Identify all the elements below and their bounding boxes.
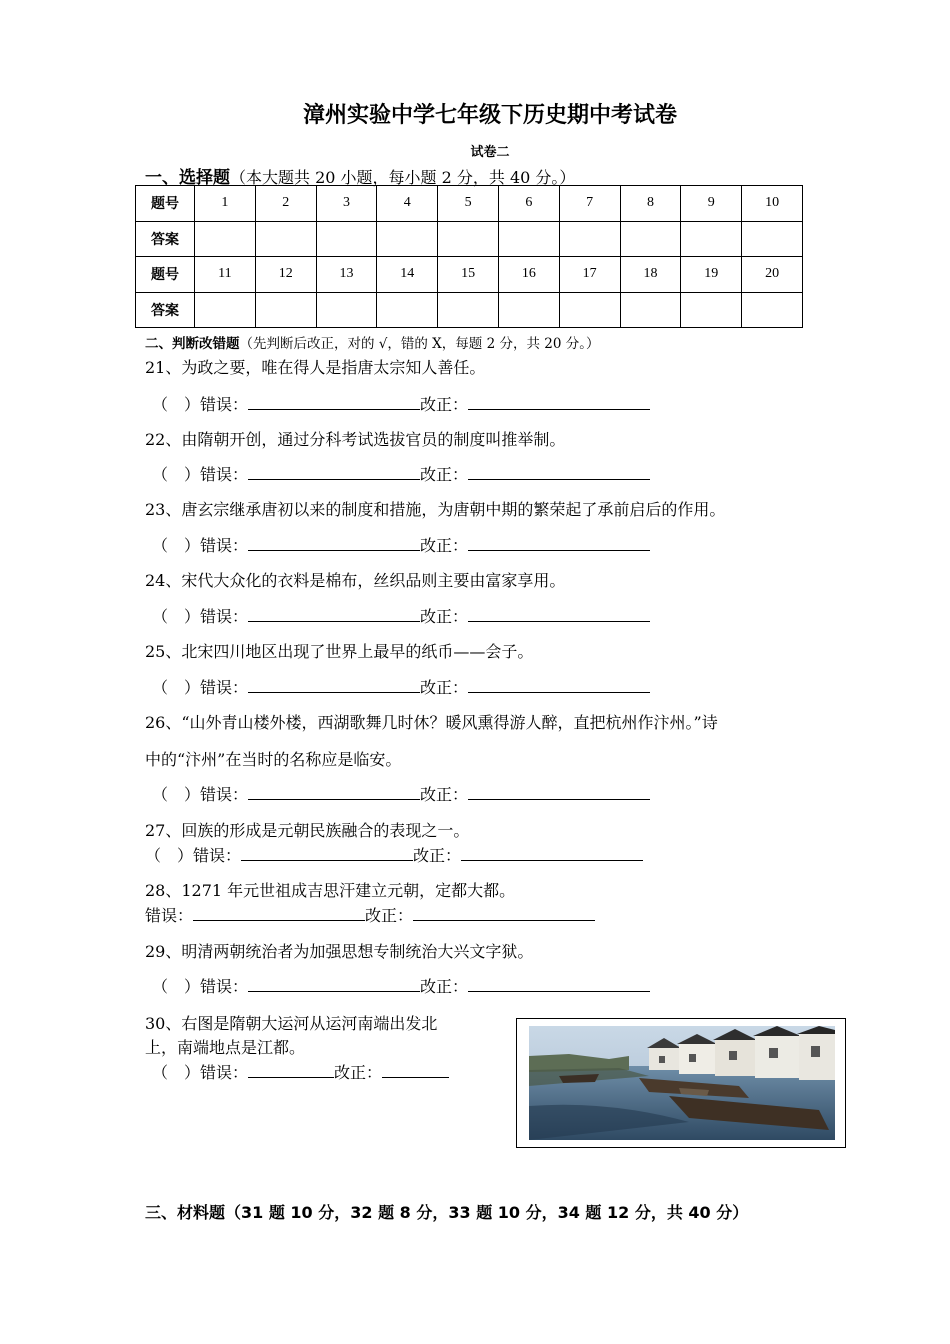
error-blank[interactable] [248,606,420,622]
answer-cell[interactable] [681,221,742,257]
correct-label: 改正： [420,785,469,804]
judge-label: （ ）错误： [145,846,242,865]
table-cell: 15 [438,257,499,293]
table-cell: 8 [620,186,681,222]
row-label-answer: 答案 [136,292,195,328]
table-cell: 18 [620,257,681,293]
correct-label: 改正： [365,906,414,925]
table-cell: 14 [377,257,438,293]
judge-label: （ ）错误： [152,465,249,484]
section3-heading: 三、材料题（31 题 10 分，32 题 8 分，33 题 10 分，34 题 12 分，共 40 分） [145,1203,749,1222]
section2-heading [145,332,599,352]
table-cell: 1 [195,186,256,222]
table-cell: 7 [559,186,620,222]
answer-cell[interactable] [377,221,438,257]
answer-cell[interactable] [438,221,499,257]
answer-cell[interactable] [195,221,256,257]
correct-label: 改正： [420,678,469,697]
table-cell: 11 [195,257,256,293]
table-cell: 19 [681,257,742,293]
section1-note: （本大题共 20 小题，每小题 2 分，共 40 分。） [230,168,576,187]
table-row [136,221,803,257]
judge-label: （ ）错误： [152,536,249,555]
question-21: 21、为政之要，唯在得人是指唐太宗知人善任。 [145,358,486,377]
answer-cell[interactable] [742,292,803,328]
table-cell: 2 [255,186,316,222]
question-29: 29、明清两朝统治者为加强思想专制统治大兴文字狱。 [145,942,534,961]
error-blank[interactable] [248,976,420,992]
answer-line-30 [152,1060,449,1083]
canal-photo-frame [516,1018,846,1148]
section2-note: （先判断后改正，对的 √，错的 X，每题 2 分，共 20 分。） [239,336,600,352]
question-30-line1: 30、右图是隋朝大运河从运河南端出发北 [145,1014,438,1033]
correct-label: 改正： [334,1063,383,1082]
question-30-line2: 上，南端地点是江都。 [145,1038,306,1057]
correct-blank[interactable] [468,535,650,551]
judge-label: （ ）错误： [152,395,249,414]
table-cell: 12 [255,257,316,293]
answer-cell[interactable] [316,221,377,257]
correct-blank[interactable] [461,845,643,861]
answer-cell[interactable] [316,292,377,328]
answer-cell[interactable] [620,292,681,328]
answer-cell[interactable] [255,221,316,257]
canal-photo [529,1026,835,1140]
question-25: 25、北宋四川地区出现了世界上最早的纸币——会子。 [145,642,534,661]
answer-line-21 [152,392,650,415]
error-blank[interactable] [248,464,420,480]
row-label-number: 题号 [136,186,195,222]
table-cell: 13 [316,257,377,293]
answer-cell[interactable] [377,292,438,328]
answer-cell[interactable] [559,221,620,257]
page-title: 漳州实验中学七年级下历史期中考试卷 [302,103,677,128]
question-26-line2: 中的“汴州”在当时的名称应是临安。 [145,750,402,769]
table-row [136,257,803,293]
table-cell: 20 [742,257,803,293]
error-label: 错误： [145,906,194,925]
judge-label: （ ）错误： [152,977,249,996]
page-subtitle: 试卷二 [470,145,510,160]
correct-label: 改正： [420,536,469,555]
error-blank[interactable] [248,1062,334,1078]
answer-cell[interactable] [681,292,742,328]
answer-line-28 [145,903,595,926]
row-label-number: 题号 [136,257,195,293]
question-26-line1: 26、“山外青山楼外楼，西湖歌舞几时休？暖风熏得游人醉，直把杭州作汴州。”诗 [145,713,718,732]
correct-blank[interactable] [468,394,650,410]
table-cell: 9 [681,186,742,222]
canal-scene-image [529,1026,835,1140]
answer-line-22 [152,462,650,485]
answer-cell[interactable] [620,221,681,257]
error-blank[interactable] [248,394,420,410]
answer-line-24 [152,604,650,627]
table-cell: 3 [316,186,377,222]
table-row [136,292,803,328]
error-blank[interactable] [248,535,420,551]
section2-title: 二、判断改错题 [145,336,240,352]
question-23: 23、唐玄宗继承唐初以来的制度和措施，为唐朝中期的繁荣起了承前启后的作用。 [145,500,726,519]
table-cell: 5 [438,186,499,222]
judge-label: （ ）错误： [152,785,249,804]
correct-blank[interactable] [468,784,650,800]
question-27: 27、回族的形成是元朝民族融合的表现之一。 [145,821,470,840]
answer-cell[interactable] [438,292,499,328]
error-blank[interactable] [241,845,413,861]
question-22: 22、由隋朝开创，通过分科考试选拔官员的制度叫推举制。 [145,430,566,449]
judge-label: （ ）错误： [152,1063,249,1082]
table-cell: 10 [742,186,803,222]
answer-cell[interactable] [498,221,559,257]
error-blank[interactable] [248,784,420,800]
correct-blank[interactable] [468,677,650,693]
answer-line-27 [145,843,643,866]
section1-title: 一、选择题 [145,168,230,188]
correct-blank[interactable] [468,464,650,480]
answer-line-26 [152,782,650,805]
correct-label: 改正： [413,846,462,865]
table-cell: 4 [377,186,438,222]
answer-table [135,185,803,328]
table-cell: 16 [498,257,559,293]
error-blank[interactable] [248,677,420,693]
correct-blank[interactable] [468,606,650,622]
table-cell: 6 [498,186,559,222]
judge-label: （ ）错误： [152,607,249,626]
answer-cell[interactable] [498,292,559,328]
correct-blank[interactable] [382,1062,449,1078]
correct-label: 改正： [420,977,469,996]
answer-line-25 [152,675,650,698]
judge-label: （ ）错误： [152,678,249,697]
table-cell: 17 [559,257,620,293]
correct-label: 改正： [420,395,469,414]
correct-blank[interactable] [413,905,595,921]
answer-cell[interactable] [559,292,620,328]
answer-cell[interactable] [742,221,803,257]
table-row [136,186,803,222]
correct-label: 改正： [420,607,469,626]
answer-line-23 [152,533,650,556]
correct-blank[interactable] [468,976,650,992]
error-blank[interactable] [193,905,365,921]
answer-line-29 [152,974,650,997]
answer-cell[interactable] [195,292,256,328]
question-24: 24、宋代大众化的衣料是棉布，丝织品则主要由富家享用。 [145,571,566,590]
answer-cell[interactable] [255,292,316,328]
correct-label: 改正： [420,465,469,484]
row-label-answer: 答案 [136,221,195,257]
question-28: 28、1271 年元世祖成吉思汗建立元朝，定都大都。 [145,881,516,900]
